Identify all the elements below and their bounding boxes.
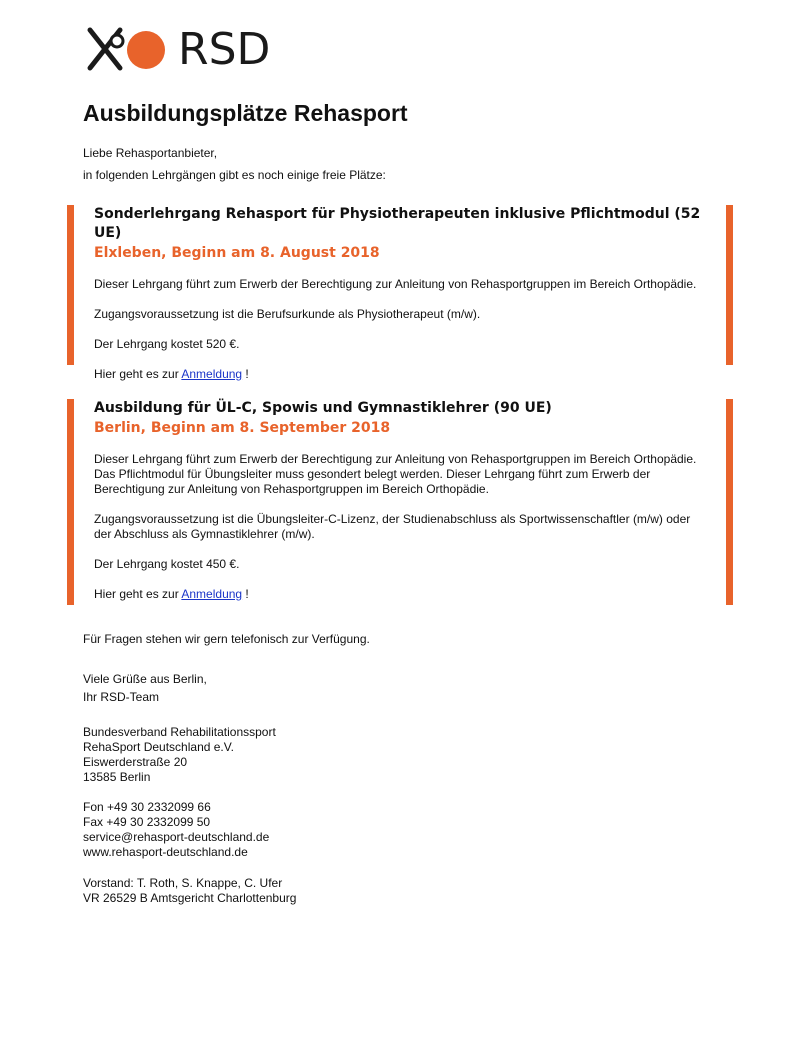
signature-text: Ihr RSD-Team: [83, 690, 160, 704]
course-body: [94, 452, 709, 602]
course-title: Sonderlehrgang Rehasport für Physiotherapeuten inklusive Pflichtmodul (52 UE): [94, 206, 701, 241]
rsd-logo: [86, 26, 270, 74]
questions-note: [83, 632, 370, 647]
greeting: Liebe Rehasportanbieter,: [83, 146, 218, 160]
city: 13585 Berlin: [83, 770, 151, 784]
org-name: Bundesverband Rehabilitationssport: [83, 725, 276, 739]
course-card: [67, 399, 733, 605]
registration-suffix: !: [242, 367, 249, 381]
email: service@rehasport-deutschland.de: [83, 830, 270, 844]
course-card: [67, 205, 733, 381]
closing-block: [83, 670, 207, 706]
org-name-2: RehaSport Deutschland e.V.: [83, 740, 234, 754]
registration-link[interactable]: Anmeldung: [181, 587, 243, 601]
register-info: VR 26529 B Amtsgericht Charlottenburg: [83, 891, 297, 905]
intro: [83, 142, 386, 186]
website: www.rehasport-deutschland.de: [83, 845, 248, 859]
registration-link[interactable]: Anmeldung: [181, 367, 243, 381]
accent-bar-left: [67, 399, 74, 605]
phone: Fon +49 30 2332099 66: [83, 800, 211, 814]
registration-prefix: Hier geht es zur: [94, 587, 182, 601]
street: Eiswerderstraße 20: [83, 755, 188, 769]
intro-text: in folgenden Lehrgängen gibt es noch einige freie Plätze:: [83, 168, 386, 182]
address-block: [83, 725, 276, 785]
registration-line: [94, 587, 709, 602]
course-description: Dieser Lehrgang führt zum Erwerb der Berechtigung zur Anleitung von Rehasportgruppen im Bereich Orthopädie.: [94, 277, 697, 291]
questions-text: Für Fragen stehen wir gern telefonisch zur Verfügung.: [83, 632, 370, 646]
accent-bar-left: [67, 205, 74, 365]
accent-bar-right: [726, 399, 733, 605]
registration-line: [94, 367, 709, 382]
contact-block: [83, 800, 269, 860]
course-requirement: Zugangsvoraussetzung ist die Übungsleiter-C-Lizenz, der Studienabschluss als Sportwissenschaftler (m/w) oder der Abschluss als Gymnastiklehrer (m/w).: [94, 512, 691, 541]
course-body: [94, 277, 709, 382]
course-subtitle: Elxleben, Beginn am 8. August 2018: [94, 245, 380, 261]
course-requirement: Zugangsvoraussetzung ist die Berufsurkunde als Physiotherapeut (m/w).: [94, 307, 481, 321]
logo-wordmark: RSD: [178, 24, 271, 75]
board-members: Vorstand: T. Roth, S. Knappe, C. Ufer: [83, 876, 283, 890]
page-title: Ausbildungsplätze Rehasport: [83, 100, 408, 126]
registration-suffix: !: [242, 587, 249, 601]
course-subtitle: Berlin, Beginn am 8. September 2018: [94, 420, 391, 436]
course-description: Dieser Lehrgang führt zum Erwerb der Berechtigung zur Anleitung von Rehasportgruppen im Bereich Orthopädie. Das Pflichtmodul für Übungsleiter muss gesondert belegt werden. Dieser Lehrgang führt zum Erwerb der Berechtigung zur Anleitung von Rehasportgruppen im Bereich Orthopädie.: [94, 452, 697, 496]
course-price: Der Lehrgang kostet 450 €.: [94, 557, 240, 571]
course-price: Der Lehrgang kostet 520 €.: [94, 337, 240, 351]
registration-prefix: Hier geht es zur: [94, 367, 182, 381]
accent-bar-right: [726, 205, 733, 365]
course-title: Ausbildung für ÜL-C, Spowis und Gymnastiklehrer (90 UE): [94, 400, 552, 416]
rsd-figure-logo-icon: [86, 26, 168, 74]
fax: Fax +49 30 2332099 50: [83, 815, 211, 829]
regards-text: Viele Grüße aus Berlin,: [83, 672, 207, 686]
legal-block: [83, 876, 296, 906]
